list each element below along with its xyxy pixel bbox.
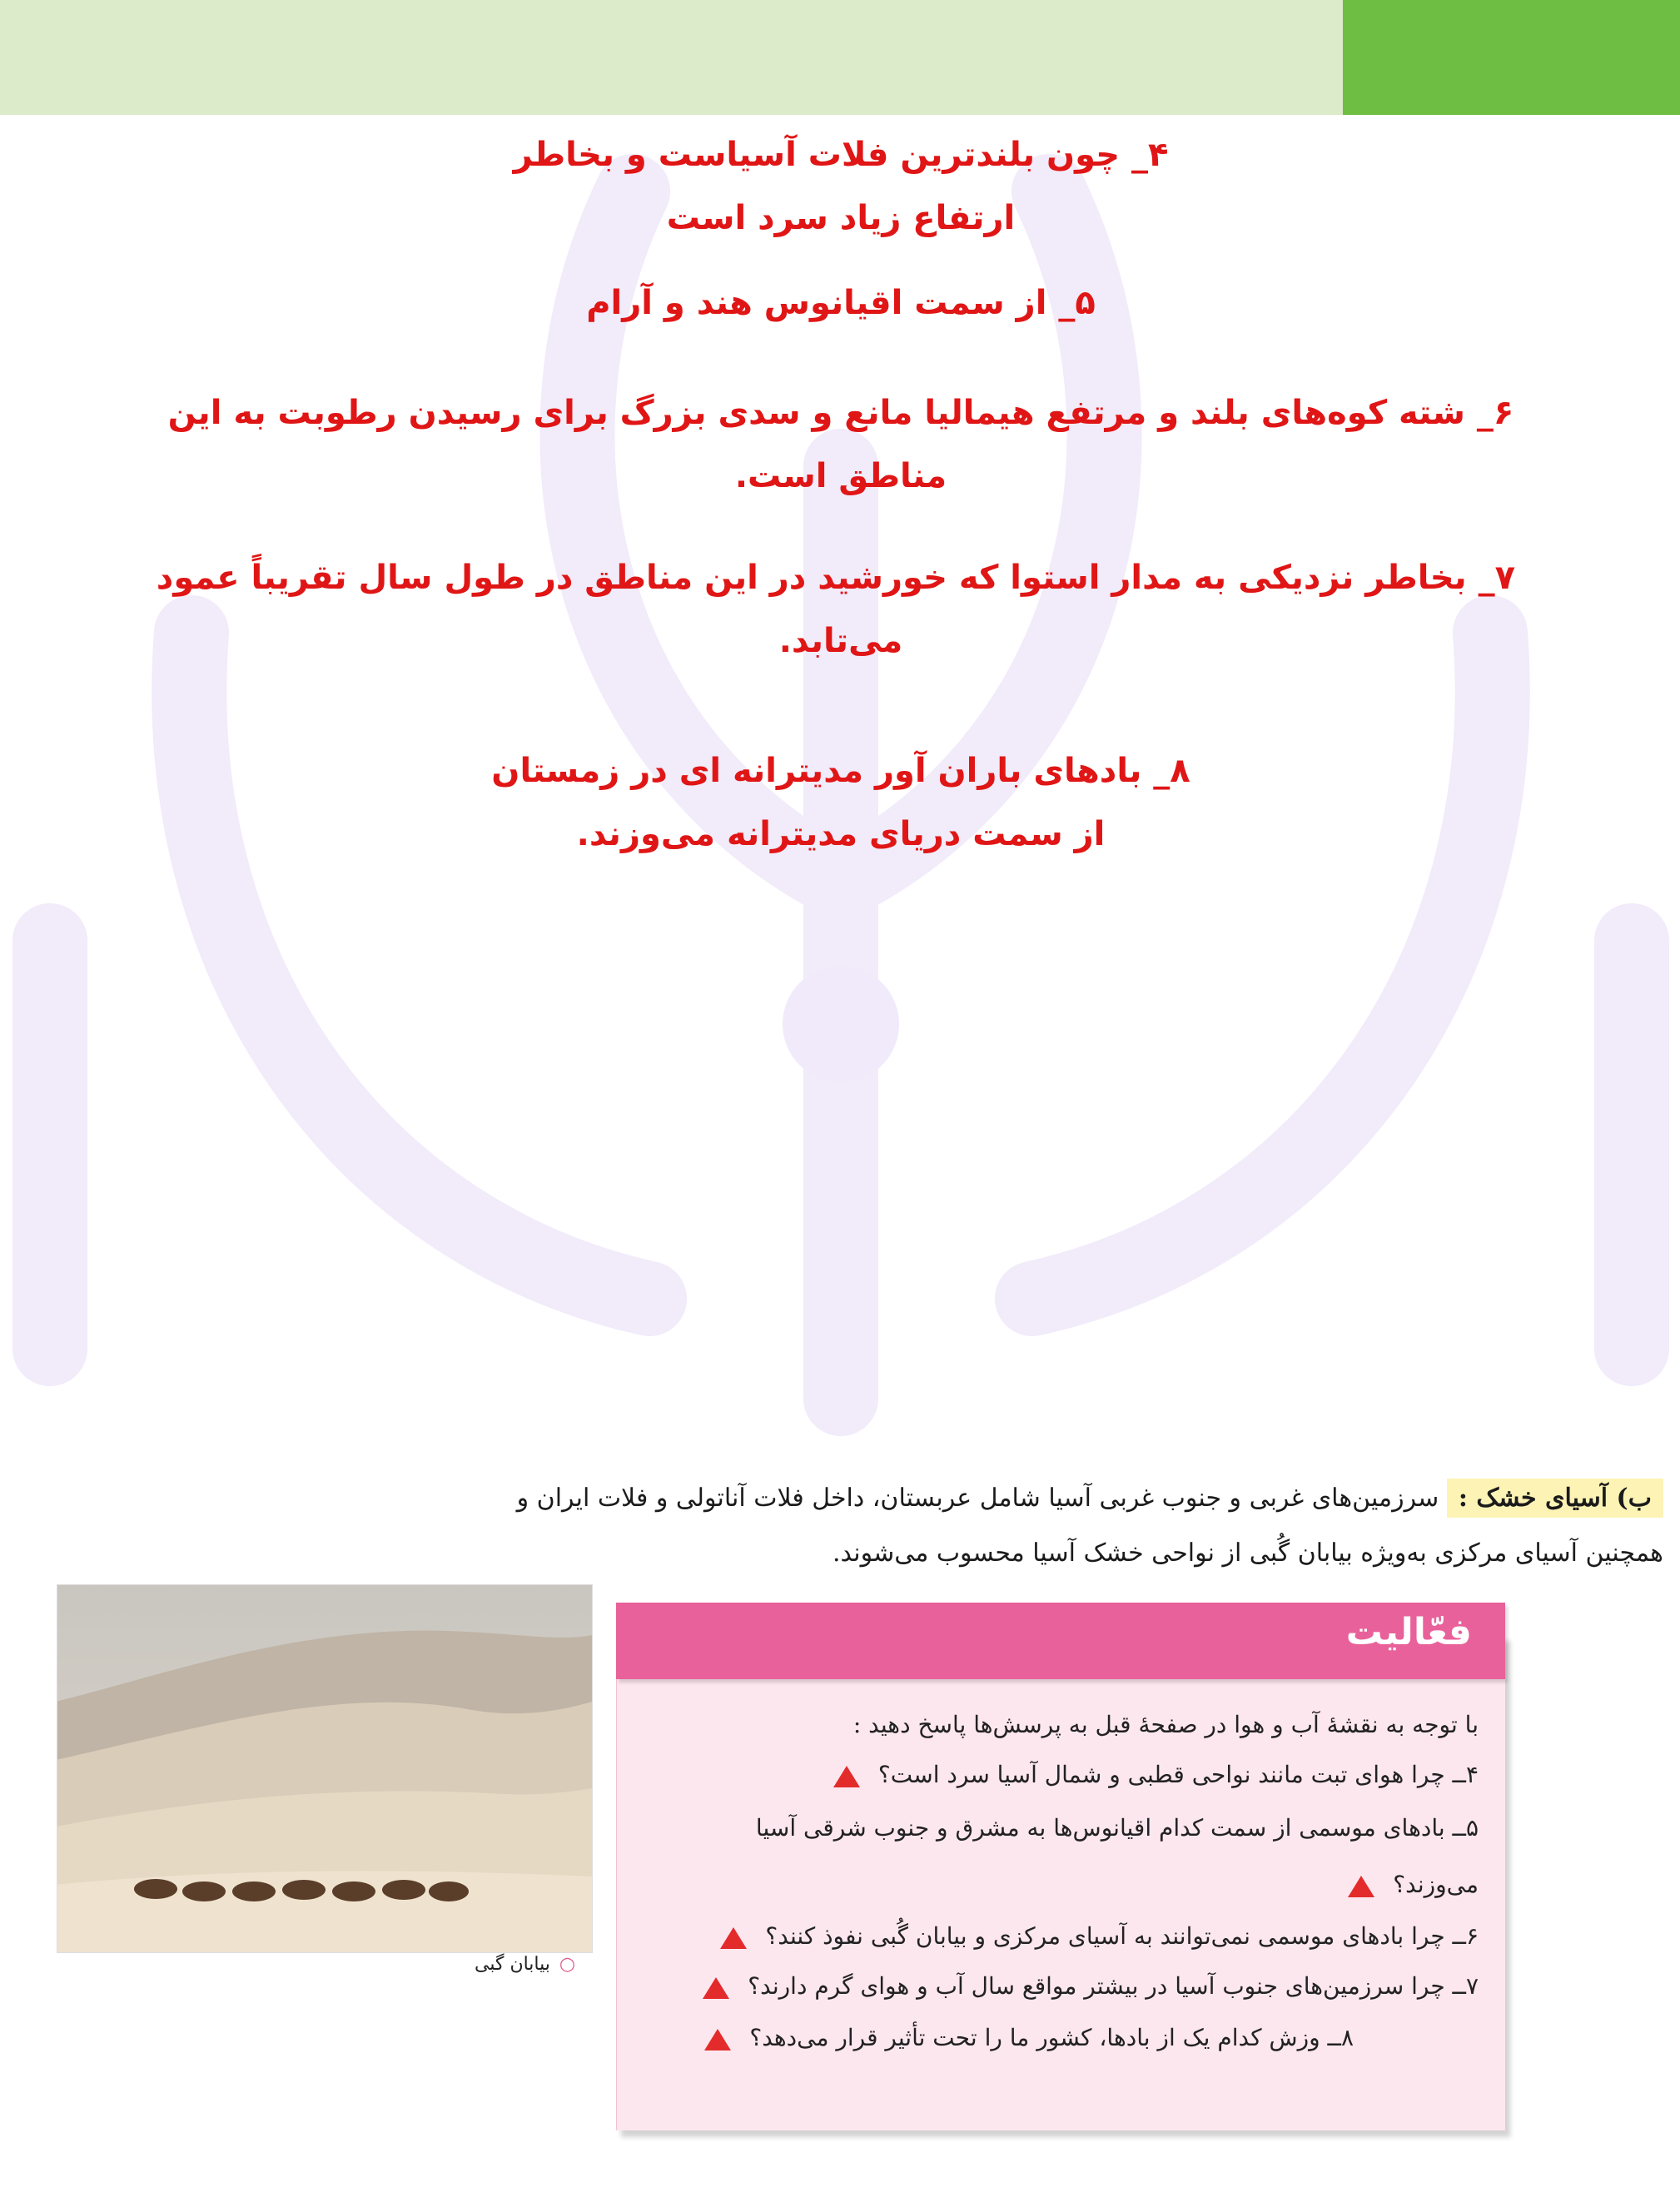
- warning-triangle-icon: [704, 2029, 731, 2050]
- answer-4-line-2: ارتفاع زیاد سرد است: [666, 199, 1016, 237]
- desert-illustration: [57, 1585, 592, 1953]
- answer-7-line-1: ۷_ بخاطر نزدیکی به مدار استوا که خورشید در این مناطق در طول سال تقریباً عمود: [156, 559, 1515, 597]
- question-7: [703, 1972, 1479, 2000]
- answer-6: [167, 381, 1515, 508]
- activity-intro: با توجه به نقشهٔ آب و هوا در صفحهٔ قبل به پرسش‌ها پاسخ دهید :: [852, 1711, 1479, 1738]
- question-4: [833, 1761, 1479, 1788]
- photo-caption-text: بیابان گبی: [475, 1954, 550, 1975]
- answer-5-line-1: ۵_ از سمت اقیانوس هند و آرام: [586, 284, 1096, 322]
- question-8: [704, 2024, 1354, 2051]
- textbook-line-2: همچنین آسیای مرکزی به‌ویژه بیابان گُبی از نواحی خشک آسیا محسوب می‌شوند.: [832, 1538, 1663, 1568]
- textbook-paragraph: [200, 1471, 1663, 1581]
- answer-5: [466, 271, 1215, 335]
- textbook-line-1: [200, 1471, 1663, 1526]
- question-8-text: ۸ــ وزش کدام یک از بادها، کشور ما را تحت تأثیر قرار می‌دهد؟: [749, 2024, 1354, 2051]
- activity-header: [616, 1603, 1505, 1679]
- activity-title: فعّالیت: [1345, 1611, 1472, 1653]
- textbook-section: [0, 1444, 1680, 2110]
- answer-8-line-1: ۸_ بادهای باران آور مدیترانه ای در زمستان: [491, 752, 1190, 790]
- answer-4: [466, 123, 1215, 250]
- question-6: [720, 1922, 1479, 1950]
- answer-6-line-2: مناطق است.: [734, 457, 947, 495]
- question-5-continued: [1348, 1871, 1479, 1898]
- gobi-desert-photo: [57, 1584, 593, 1953]
- question-5: [756, 1814, 1479, 1842]
- section-heading: ب) آسیای خشک :: [1447, 1479, 1663, 1518]
- question-7-text: ۷ــ چرا سرزمین‌های جنوب آسیا در بیشتر مواقع سال آب و هوای گرم دارند؟: [748, 1972, 1479, 2000]
- question-4-text: ۴ــ چرا هوای تبت مانند نواحی قطبی و شمال آسیا سرد است؟: [877, 1761, 1479, 1788]
- warning-triangle-icon: [720, 1927, 747, 1949]
- answer-6-line-1: ۶_ شته کوه‌های بلند و مرتفع هیمالیا مانع و سدی بزرگ برای رسیدن رطوبت به این: [167, 394, 1514, 432]
- question-5-text-2: می‌وزند؟: [1393, 1871, 1479, 1898]
- warning-triangle-icon: [1348, 1876, 1374, 1897]
- top-banner-accent: [1343, 0, 1680, 115]
- textbook-line-1-text: سرزمین‌های غربی و جنوب غربی آسیا شامل عربستان، داخل فلات آناتولی و فلات ایران و: [516, 1484, 1439, 1513]
- question-6-text: ۶ــ چرا بادهای موسمی نمی‌توانند به آسیای مرکزی و بیابان گُبی نفوذ کنند؟: [765, 1922, 1479, 1950]
- answer-7-line-2: می‌تابد.: [778, 622, 903, 660]
- answer-4-line-1: ۴_ چون بلندترین فلات آسیاست و بخاطر: [513, 136, 1169, 174]
- activity-box: [616, 1611, 1505, 2130]
- caption-bullet-icon: ○: [559, 1954, 576, 1975]
- photo-caption: [475, 1954, 575, 1975]
- answer-8: [466, 739, 1215, 866]
- answer-7: [156, 546, 1515, 673]
- answer-8-line-2: از سمت دریای مدیترانه می‌وزند.: [576, 815, 1106, 853]
- warning-triangle-icon: [703, 1977, 729, 1999]
- warning-triangle-icon: [833, 1766, 860, 1787]
- question-5-text: ۵ــ بادهای موسمی از سمت کدام اقیانوس‌ها به مشرق و جنوب شرقی آسیا: [755, 1814, 1479, 1842]
